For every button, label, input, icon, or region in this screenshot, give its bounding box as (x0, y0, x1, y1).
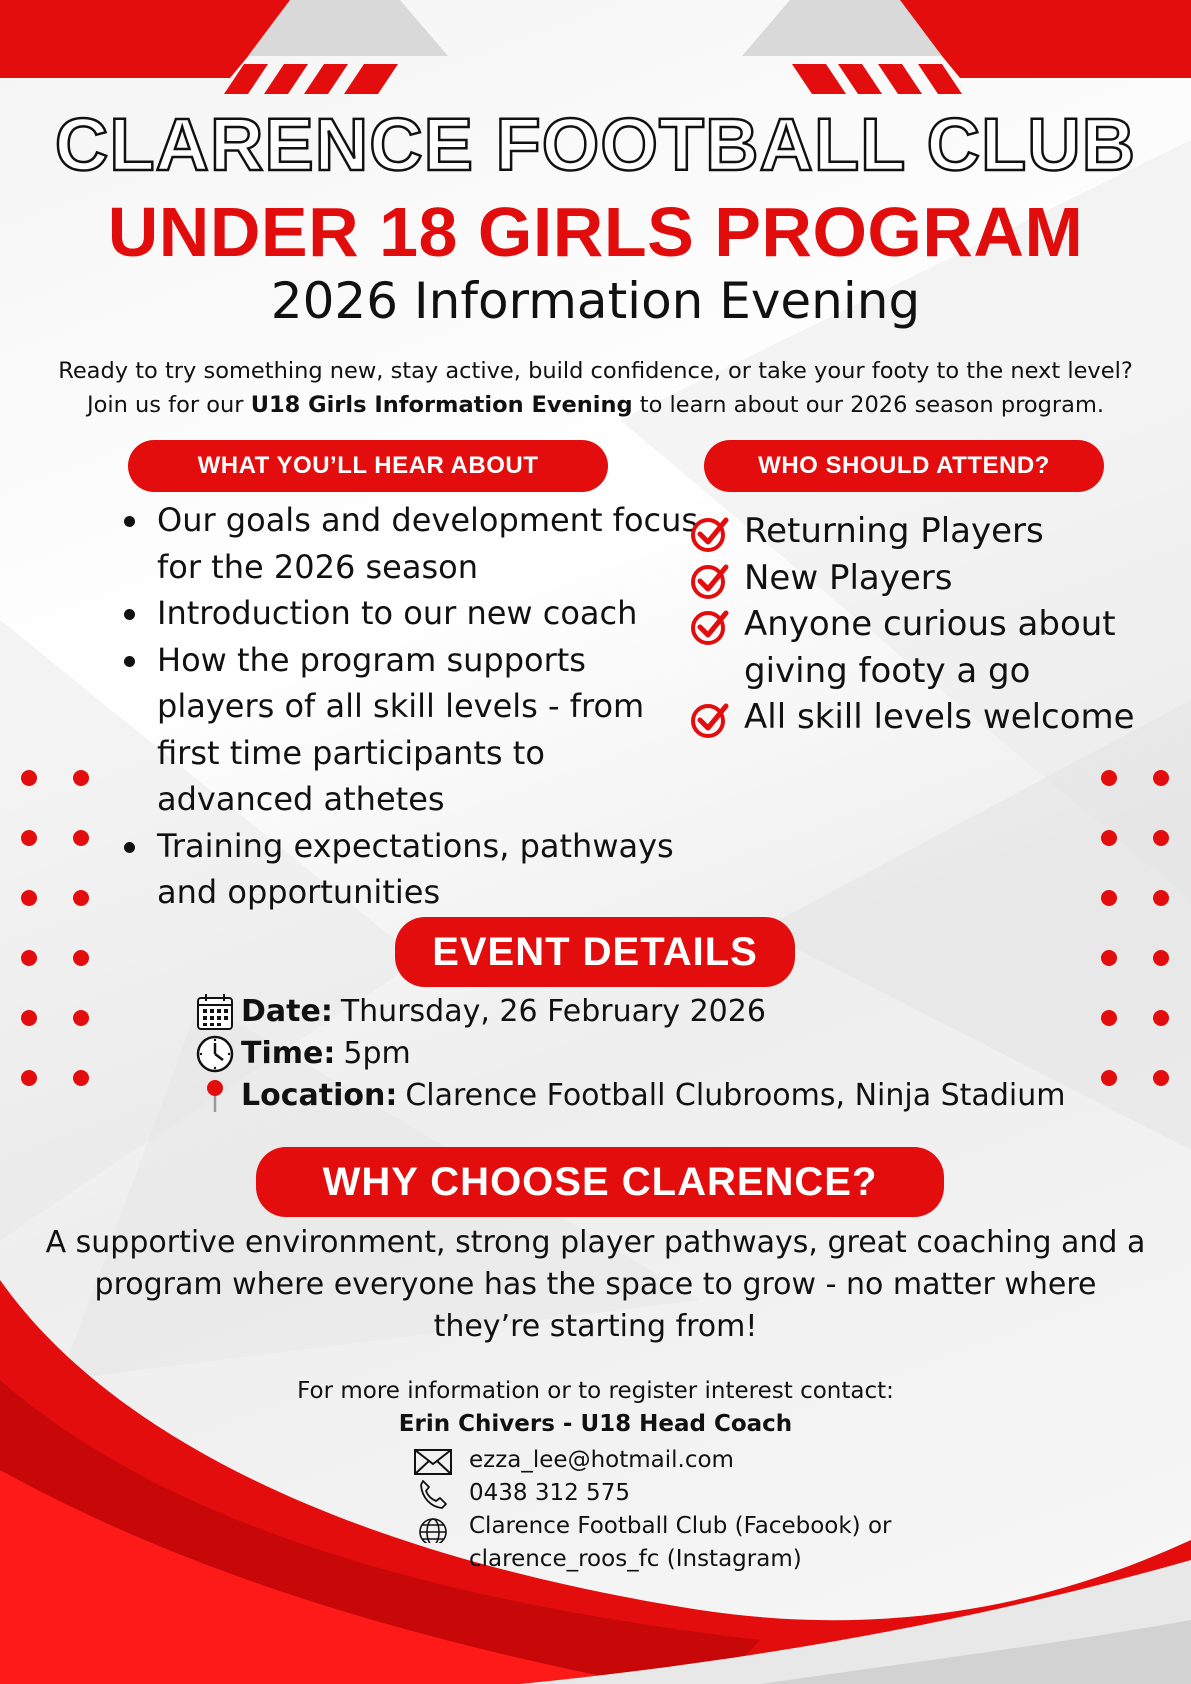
check-circle-icon (690, 561, 730, 601)
contact-social (413, 1510, 891, 1576)
calendar-icon (195, 992, 235, 1032)
program-title: UNDER 18 GIRLS PROGRAM (107, 193, 1084, 271)
email-link[interactable]: ezza_lee@hotmail.com (469, 1447, 734, 1473)
who-should-attend-list (690, 508, 1170, 741)
check-circle-icon (690, 514, 730, 554)
check-circle-icon (690, 700, 730, 740)
envelope-icon (413, 1444, 453, 1477)
why-choose-text: A supportive environment, strong player pathways, great coaching and a program where everyone has the space to grow - no matter where they’re starting from! (45, 1225, 1146, 1344)
event-time (195, 1034, 411, 1074)
bullet-icon (124, 609, 135, 620)
dot-grid-right (1095, 770, 1175, 1090)
social-instagram[interactable]: clarence_roos_fc (Instagram) (469, 1546, 802, 1572)
location-value: Clarence Football Clubrooms, Ninja Stadium (405, 1078, 1066, 1113)
list-item: Anyone curious about giving footy a go (690, 601, 1170, 694)
event-subtitle: 2026 Information Evening (270, 272, 921, 330)
check-circle-icon (690, 607, 730, 647)
event-location (195, 1076, 1065, 1116)
hear-about-heading: WHAT YOU’LL HEAR ABOUT (128, 440, 608, 492)
hear-about-list (120, 497, 700, 916)
list-item: Introduction to our new coach (120, 590, 700, 637)
who-should-attend-heading: WHO SHOULD ATTEND? (704, 440, 1104, 492)
intro-line-2: Join us for our U18 Girls Information Evening to learn about our 2026 season program. (86, 392, 1105, 418)
list-item: Training expectations, pathways and opportunities (120, 823, 700, 916)
clock-icon (195, 1034, 235, 1074)
intro-line-1: Ready to try something new, stay active, build confidence, or take your footy to the next level? (58, 358, 1133, 384)
list-item: Our goals and development focus for the 2026 season (120, 497, 700, 590)
location-pin-icon (195, 1076, 235, 1116)
social-facebook[interactable]: Clarence Football Club (Facebook) or (469, 1513, 892, 1539)
contact-name: Erin Chivers - U18 Head Coach (398, 1411, 793, 1437)
club-name-title: CLARENCE FOOTBALL CLUB (54, 103, 1137, 186)
why-choose-heading: WHY CHOOSE CLARENCE? (256, 1147, 944, 1217)
phone-icon (413, 1477, 453, 1510)
list-item: New Players (690, 555, 1170, 602)
event-details-heading: EVENT DETAILS (395, 917, 795, 987)
time-label: Time: (241, 1036, 336, 1071)
list-item: How the program supports players of all skill levels - from first time participants to advanced athetes (120, 637, 700, 823)
event-date (195, 992, 766, 1032)
list-item: All skill levels welcome (690, 694, 1170, 741)
contact-phone (413, 1477, 630, 1510)
contact-email (413, 1444, 734, 1477)
time-value: 5pm (343, 1036, 411, 1071)
intro-highlight: U18 Girls Information Evening (250, 392, 633, 418)
bullet-icon (124, 842, 135, 853)
bullet-icon (124, 656, 135, 667)
date-label: Date: (241, 994, 333, 1029)
dot-grid-left (15, 770, 95, 1090)
list-item: Returning Players (690, 508, 1170, 555)
location-label: Location: (241, 1078, 398, 1113)
globe-icon (413, 1510, 453, 1543)
date-value: Thursday, 26 February 2026 (340, 994, 766, 1029)
contact-lead: For more information or to register interest contact: (297, 1378, 894, 1404)
bullet-icon (124, 516, 135, 527)
social-text (469, 1510, 891, 1576)
phone-number[interactable]: 0438 312 575 (469, 1480, 630, 1506)
intro-text (0, 354, 1191, 422)
